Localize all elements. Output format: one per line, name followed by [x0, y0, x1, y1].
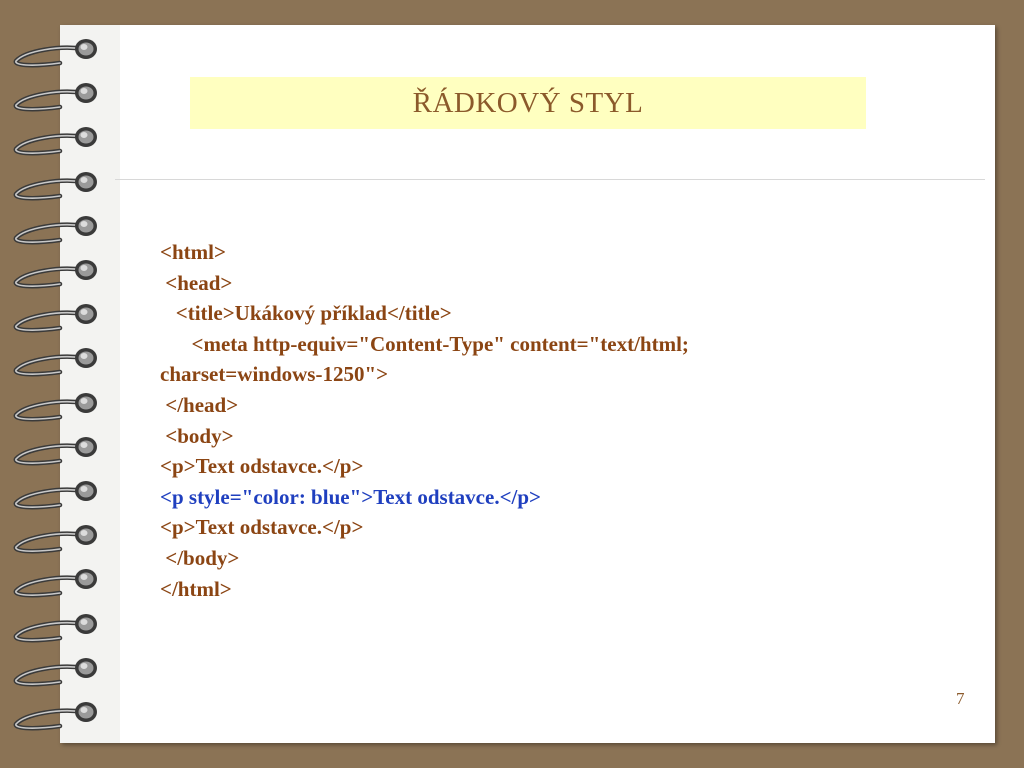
title-box — [190, 77, 866, 129]
binding-ring — [0, 563, 110, 603]
title-divider — [115, 179, 985, 180]
code-line: </body> — [160, 545, 240, 570]
code-line: <p>Text odstavce.</p> — [160, 515, 364, 540]
binding-ring — [0, 475, 110, 515]
binding-ring — [0, 519, 110, 559]
binding-ring — [0, 387, 110, 427]
code-line: <title>Ukákový příklad</title> — [160, 301, 452, 326]
code-line: <body> — [160, 423, 234, 448]
binding-ring — [0, 342, 110, 382]
code-line: <head> — [160, 270, 233, 295]
binding-ring — [0, 696, 110, 736]
binding-ring — [0, 121, 110, 161]
binding-ring — [0, 210, 110, 250]
code-block — [160, 237, 920, 604]
code-line: charset=windows-1250"> — [160, 362, 389, 387]
binding-ring — [0, 431, 110, 471]
binding-ring — [0, 33, 110, 73]
binding-ring — [0, 608, 110, 648]
binding-ring — [0, 298, 110, 338]
slide-title: ŘÁDKOVÝ STYL — [412, 86, 644, 119]
binding-ring — [0, 652, 110, 692]
code-line: <p>Text odstavce.</p> — [160, 454, 364, 479]
slide-number: 7 — [956, 689, 965, 708]
code-line: </html> — [160, 576, 232, 601]
code-line: <html> — [160, 240, 226, 264]
code-line-blue: <p style="color: blue">Text odstavce.</p> — [160, 484, 542, 509]
slide-page — [60, 25, 995, 743]
binding-ring — [0, 254, 110, 294]
code-line: </head> — [160, 392, 239, 417]
binding-ring — [0, 77, 110, 117]
binding-ring — [0, 166, 110, 206]
code-line: <meta http-equiv="Content-Type" content="text/html; — [160, 331, 689, 356]
